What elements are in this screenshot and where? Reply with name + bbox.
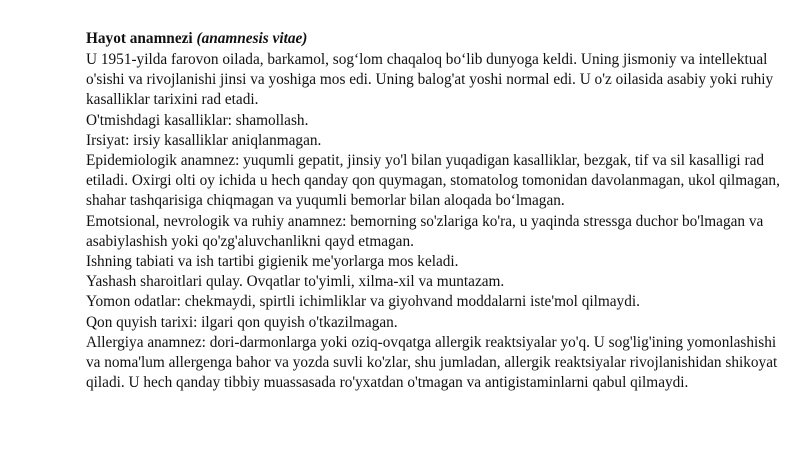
paragraph-past-illnesses: O'tmishdagi kasalliklar: shamollash.	[86, 111, 309, 129]
heading-latin-term: (anamnesis vitae)	[196, 30, 308, 47]
paragraph-transfusion-history: Qon quyish tarixi: ilgari qon quyish o'tkazilmagan.	[86, 313, 398, 331]
document-page	[86, 29, 786, 393]
paragraph-allergy-history: Allergiya anamnez: dori-darmonlarga yoki oziq-ovqatga allergik reaktsiyalar yo'q. U sog'lig'ining yomonlashishi va noma'lum allergenga bahor va yozda suvli ko'zlar, shu jumladan, allergik reaktsiyalar rivojlanishidan shikoyat qiladi. U hech qanday tibbiy muassasada ro'yxatdan o'tmagan va antigistaminlarni qabul qilmaydi.	[86, 333, 778, 392]
paragraph-birth-development: U 1951-yilda farovon oilada, barkamol, sogʻlom chaqaloq boʻlib dunyoga keldi. Uning jismoniy va intellektual o'sishi va rivojlanishi jinsi va yoshiga mos edi. Uning balog'at yoshi normal edi. U o'z oilasida asabiy yoki ruhiy kasalliklar tarixini rad etadi.	[86, 51, 774, 109]
paragraph-living-conditions: Yashash sharoitlari qulay. Ovqatlar to'yimli, xilma-xil va muntazam.	[86, 273, 505, 291]
paragraph-work-conditions: Ishning tabiati va ish tartibi gigienik me'yorlarga mos keladi.	[86, 253, 459, 271]
section-heading	[86, 29, 786, 49]
paragraph-emotional-history: Emotsional, nevrologik va ruhiy anamnez: bemorning so'zlariga ko'ra, u yaqinda stressga duchor bo'lmagan va asabiylashish yoki qo'zg'aluvchanlikni qayd etmagan.	[86, 212, 764, 250]
paragraph-epidemiological-history: Epidemiologik anamnez: yuqumli gepatit, jinsiy yo'l bilan yuqadigan kasalliklar, bezgak, tif va sil kasalligi rad etiladi. Oxirgi olti oy ichida u hech qanday qon quymagan, stomatolog tomonidan davolanmagan, ukol qilmagan, shahar tashqarisiga chiqmagan va yuqumli bemorlar bilan aloqada boʻlmagan.	[86, 152, 780, 210]
heading-title: Hayot anamnezi	[86, 30, 193, 47]
paragraph-heredity: Irsiyat: irsiy kasalliklar aniqlanmagan.	[86, 131, 322, 149]
paragraph-bad-habits: Yomon odatlar: chekmaydi, spirtli ichimliklar va giyohvand moddalarni iste'mol qilmaydi.	[86, 293, 640, 311]
